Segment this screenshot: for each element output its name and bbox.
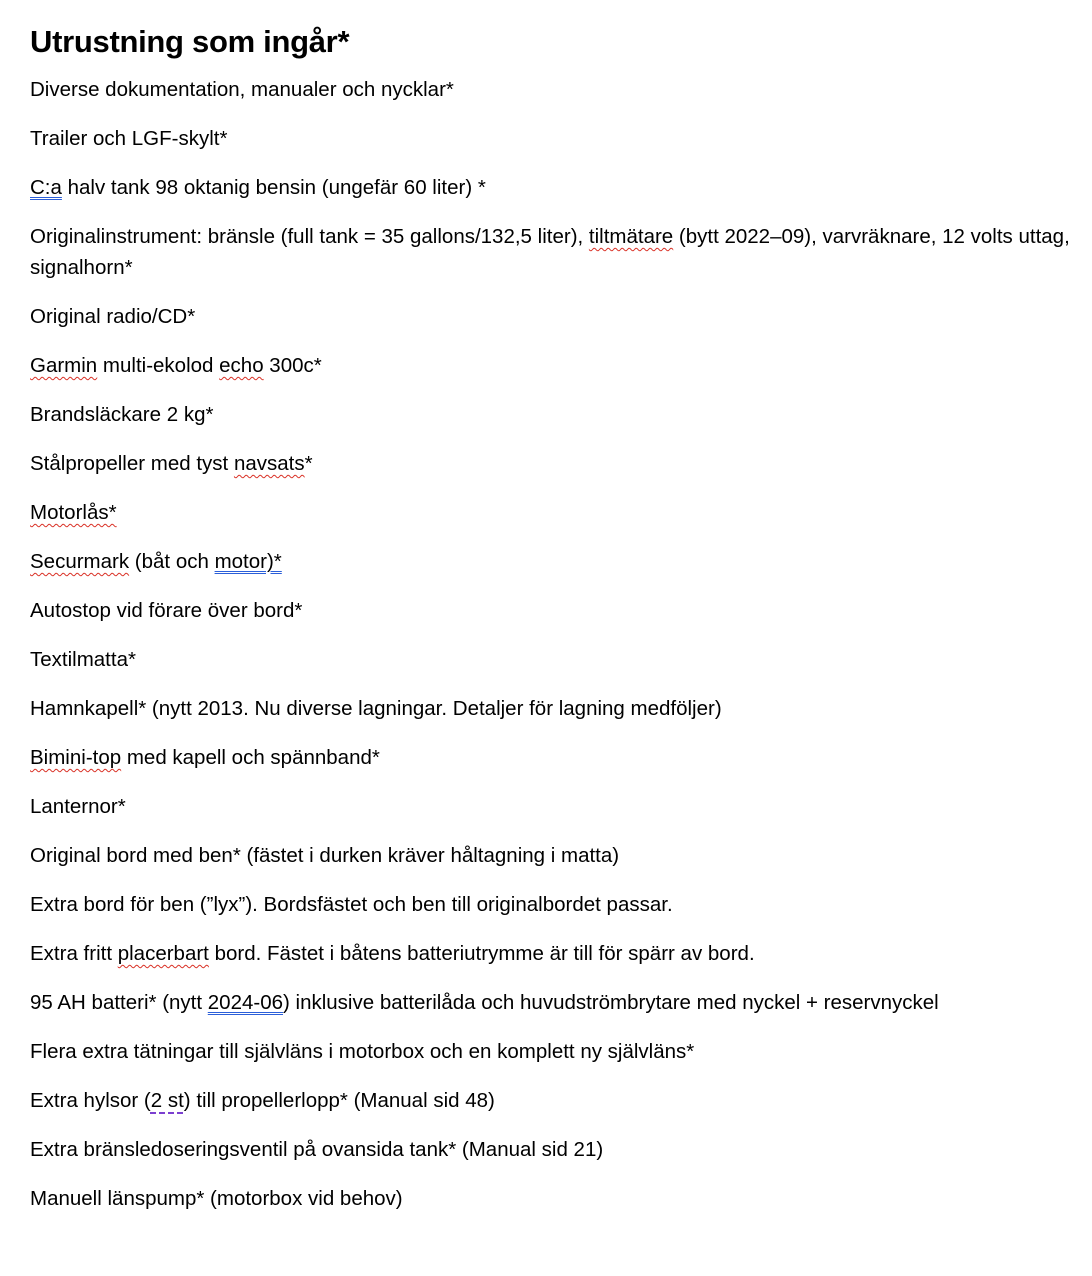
text-segment: Diverse dokumentation, manualer och nycklar* — [30, 78, 454, 101]
list-item[interactable] — [30, 1085, 1070, 1116]
flagged-word[interactable]: Motorlås* — [30, 501, 117, 524]
list-item[interactable] — [30, 840, 1070, 871]
text-segment: Manuell länspump* (motorbox vid behov) — [30, 1187, 403, 1210]
text-segment: Originalinstrument: bränsle (full tank = 35 gallons/132,5 liter), — [30, 225, 589, 248]
list-item[interactable] — [30, 742, 1070, 773]
text-segment: Extra fritt — [30, 942, 118, 965]
flagged-word[interactable]: Bimini-top — [30, 746, 122, 769]
list-item[interactable] — [30, 74, 1070, 105]
text-segment: Trailer och LGF-skylt* — [30, 127, 228, 150]
list-item[interactable] — [30, 1183, 1070, 1214]
equipment-list — [30, 74, 1070, 1214]
text-segment: 95 AH batteri* (nytt — [30, 991, 208, 1014]
text-segment: Brandsläckare 2 kg* — [30, 403, 214, 426]
list-item[interactable] — [30, 497, 1070, 528]
text-segment: * — [304, 452, 313, 475]
list-item[interactable] — [30, 546, 1070, 577]
list-item[interactable] — [30, 1134, 1070, 1165]
list-item[interactable] — [30, 399, 1070, 430]
text-segment: Stålpropeller med tyst — [30, 452, 234, 475]
text-segment: Textilmatta* — [30, 648, 136, 671]
list-item[interactable] — [30, 172, 1070, 203]
document-body — [30, 22, 1070, 1232]
list-item[interactable] — [30, 221, 1070, 283]
text-segment: Original bord med ben* (fästet i durken kräver håltagning i matta) — [30, 844, 620, 867]
list-item[interactable] — [30, 987, 1070, 1018]
flagged-word[interactable]: motor)* — [214, 550, 282, 573]
list-item[interactable] — [30, 595, 1070, 626]
text-segment: Extra bränsledoseringsventil på ovansida tank* (Manual sid 21) — [30, 1138, 604, 1161]
flagged-word[interactable]: C:a — [30, 176, 62, 199]
flagged-word[interactable]: Garmin — [30, 354, 98, 377]
flagged-word[interactable]: placerbart — [117, 942, 209, 965]
list-item[interactable] — [30, 301, 1070, 332]
text-segment: Extra hylsor ( — [30, 1089, 151, 1112]
list-item[interactable] — [30, 644, 1070, 675]
text-segment: 300c* — [263, 354, 322, 377]
text-segment: bord. Fästet i båtens batteriutrymme är till för spärr av bord. — [208, 942, 755, 965]
text-segment: Hamnkapell* (nytt 2013. Nu diverse lagningar. Detaljer för lagning medföljer) — [30, 697, 722, 720]
flagged-word[interactable]: echo — [219, 354, 264, 377]
text-segment: Extra bord för ben (”lyx”). Bordsfästet och ben till originalbordet passar. — [30, 893, 673, 916]
text-segment: (bytt 2022–09), varvräknare, 12 volts uttag, signalhorn* — [30, 225, 1070, 279]
list-item[interactable] — [30, 889, 1070, 920]
flagged-word[interactable]: Securmark — [30, 550, 130, 573]
text-segment: Lanternor* — [30, 795, 126, 818]
text-segment: ) till propellerlopp* (Manual sid 48) — [183, 1089, 495, 1112]
flagged-word[interactable]: navsats — [233, 452, 305, 475]
text-segment: Original radio/CD* — [30, 305, 196, 328]
list-item[interactable] — [30, 123, 1070, 154]
flagged-word[interactable]: tiltmätare — [588, 225, 674, 248]
list-item[interactable] — [30, 350, 1070, 381]
list-item[interactable] — [30, 693, 1070, 724]
list-item[interactable] — [30, 448, 1070, 479]
text-segment: (båt och — [129, 550, 215, 573]
text-segment: ) inklusive batterilåda och huvudströmbrytare med nyckel + reservnyckel — [283, 991, 939, 1014]
text-segment: halv tank 98 oktanig bensin (ungefär 60 liter) * — [61, 176, 486, 199]
document-title: Utrustning som ingår* — [30, 24, 350, 59]
list-item[interactable] — [30, 1036, 1070, 1067]
flagged-word[interactable]: 2024-06 — [207, 991, 283, 1014]
text-segment: med kapell och spännband* — [121, 746, 380, 769]
text-segment: multi-ekolod — [97, 354, 220, 377]
text-segment: Autostop vid förare över bord* — [30, 599, 303, 622]
list-item[interactable] — [30, 938, 1070, 969]
list-item[interactable] — [30, 791, 1070, 822]
text-segment: Flera extra tätningar till självläns i motorbox och en komplett ny självläns* — [30, 1040, 695, 1063]
flagged-word[interactable]: 2 st — [150, 1089, 184, 1112]
